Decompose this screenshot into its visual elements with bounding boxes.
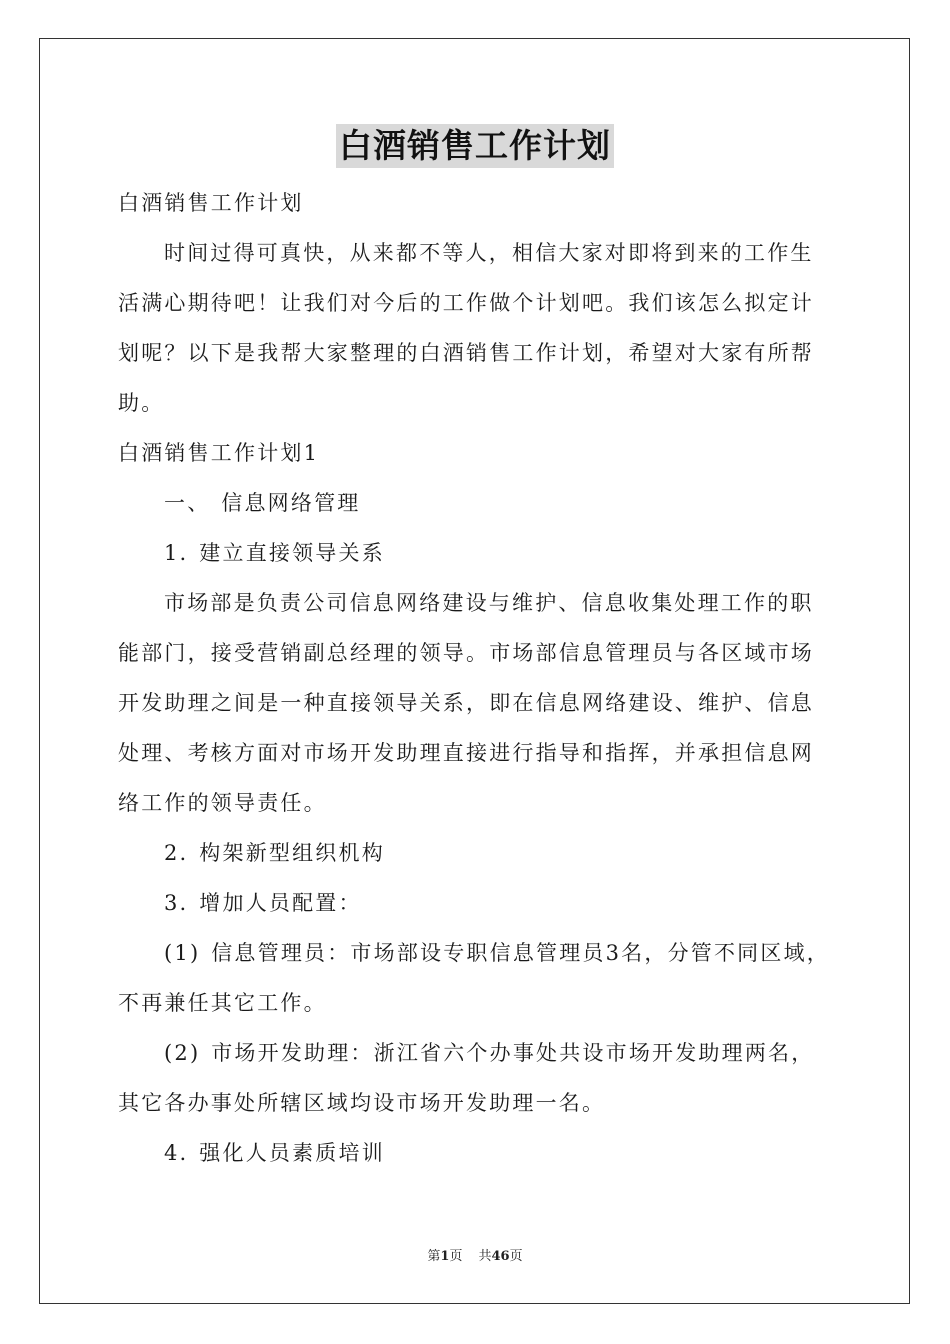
document-title: 白酒销售工作计划 (336, 124, 614, 168)
total-label: 页 (509, 1249, 523, 1264)
body-line: 络工作的领导责任。 (118, 791, 327, 815)
current-page-number: 1 (440, 1249, 450, 1264)
page-label: 页 (449, 1249, 463, 1264)
body-line: 开发助理之间是一种直接领导关系，即在信息网络建设、维护、信息 (118, 691, 814, 715)
document-body (118, 178, 834, 1178)
body-line: 划呢？以下是我帮大家整理的白酒销售工作计划，希望对大家有所帮 (118, 341, 814, 365)
body-line: 能部门，接受营销副总经理的领导。市场部信息管理员与各区域市场 (118, 641, 814, 665)
body-line: 活满心期待吧！让我们对今后的工作做个计划吧。我们该怎么拟定计 (118, 291, 814, 315)
body-line: 市场部是负责公司信息网络建设与维护、信息收集处理工作的职 (164, 591, 814, 615)
total-page-count: 46 (491, 1249, 510, 1264)
page-prefix: 第 (427, 1249, 441, 1264)
body-line: 助。 (118, 391, 165, 415)
body-line: 时间过得可真快，从来都不等人，相信大家对即将到来的工作生 (164, 241, 814, 265)
list-item: 1. 建立直接领导关系 (164, 541, 385, 565)
sub-list-item: (2) 市场开发助理：浙江省六个办事处共设市场开发助理两名， (164, 1041, 815, 1065)
sub-list-item: (1) 信息管理员：市场部设专职信息管理员3名，分管不同区域， (164, 941, 830, 965)
body-line: 白酒销售工作计划 (118, 191, 304, 215)
body-line: 其它各办事处所辖区域均设市场开发助理一名。 (118, 1091, 606, 1115)
body-line: 处理、考核方面对市场开发助理直接进行指导和指挥，并承担信息网 (118, 741, 814, 765)
section-heading: 白酒销售工作计划1 (118, 441, 320, 465)
page-footer (0, 1245, 950, 1264)
total-prefix: 共 (478, 1249, 492, 1264)
list-item: 2. 构架新型组织机构 (164, 841, 385, 865)
subsection-heading: 一、 信息网络管理 (164, 491, 361, 515)
list-item: 3. 增加人员配置： (164, 891, 362, 915)
body-line: 不再兼任其它工作。 (118, 991, 327, 1015)
list-item: 4. 强化人员素质培训 (164, 1141, 385, 1165)
title-container (0, 124, 950, 168)
